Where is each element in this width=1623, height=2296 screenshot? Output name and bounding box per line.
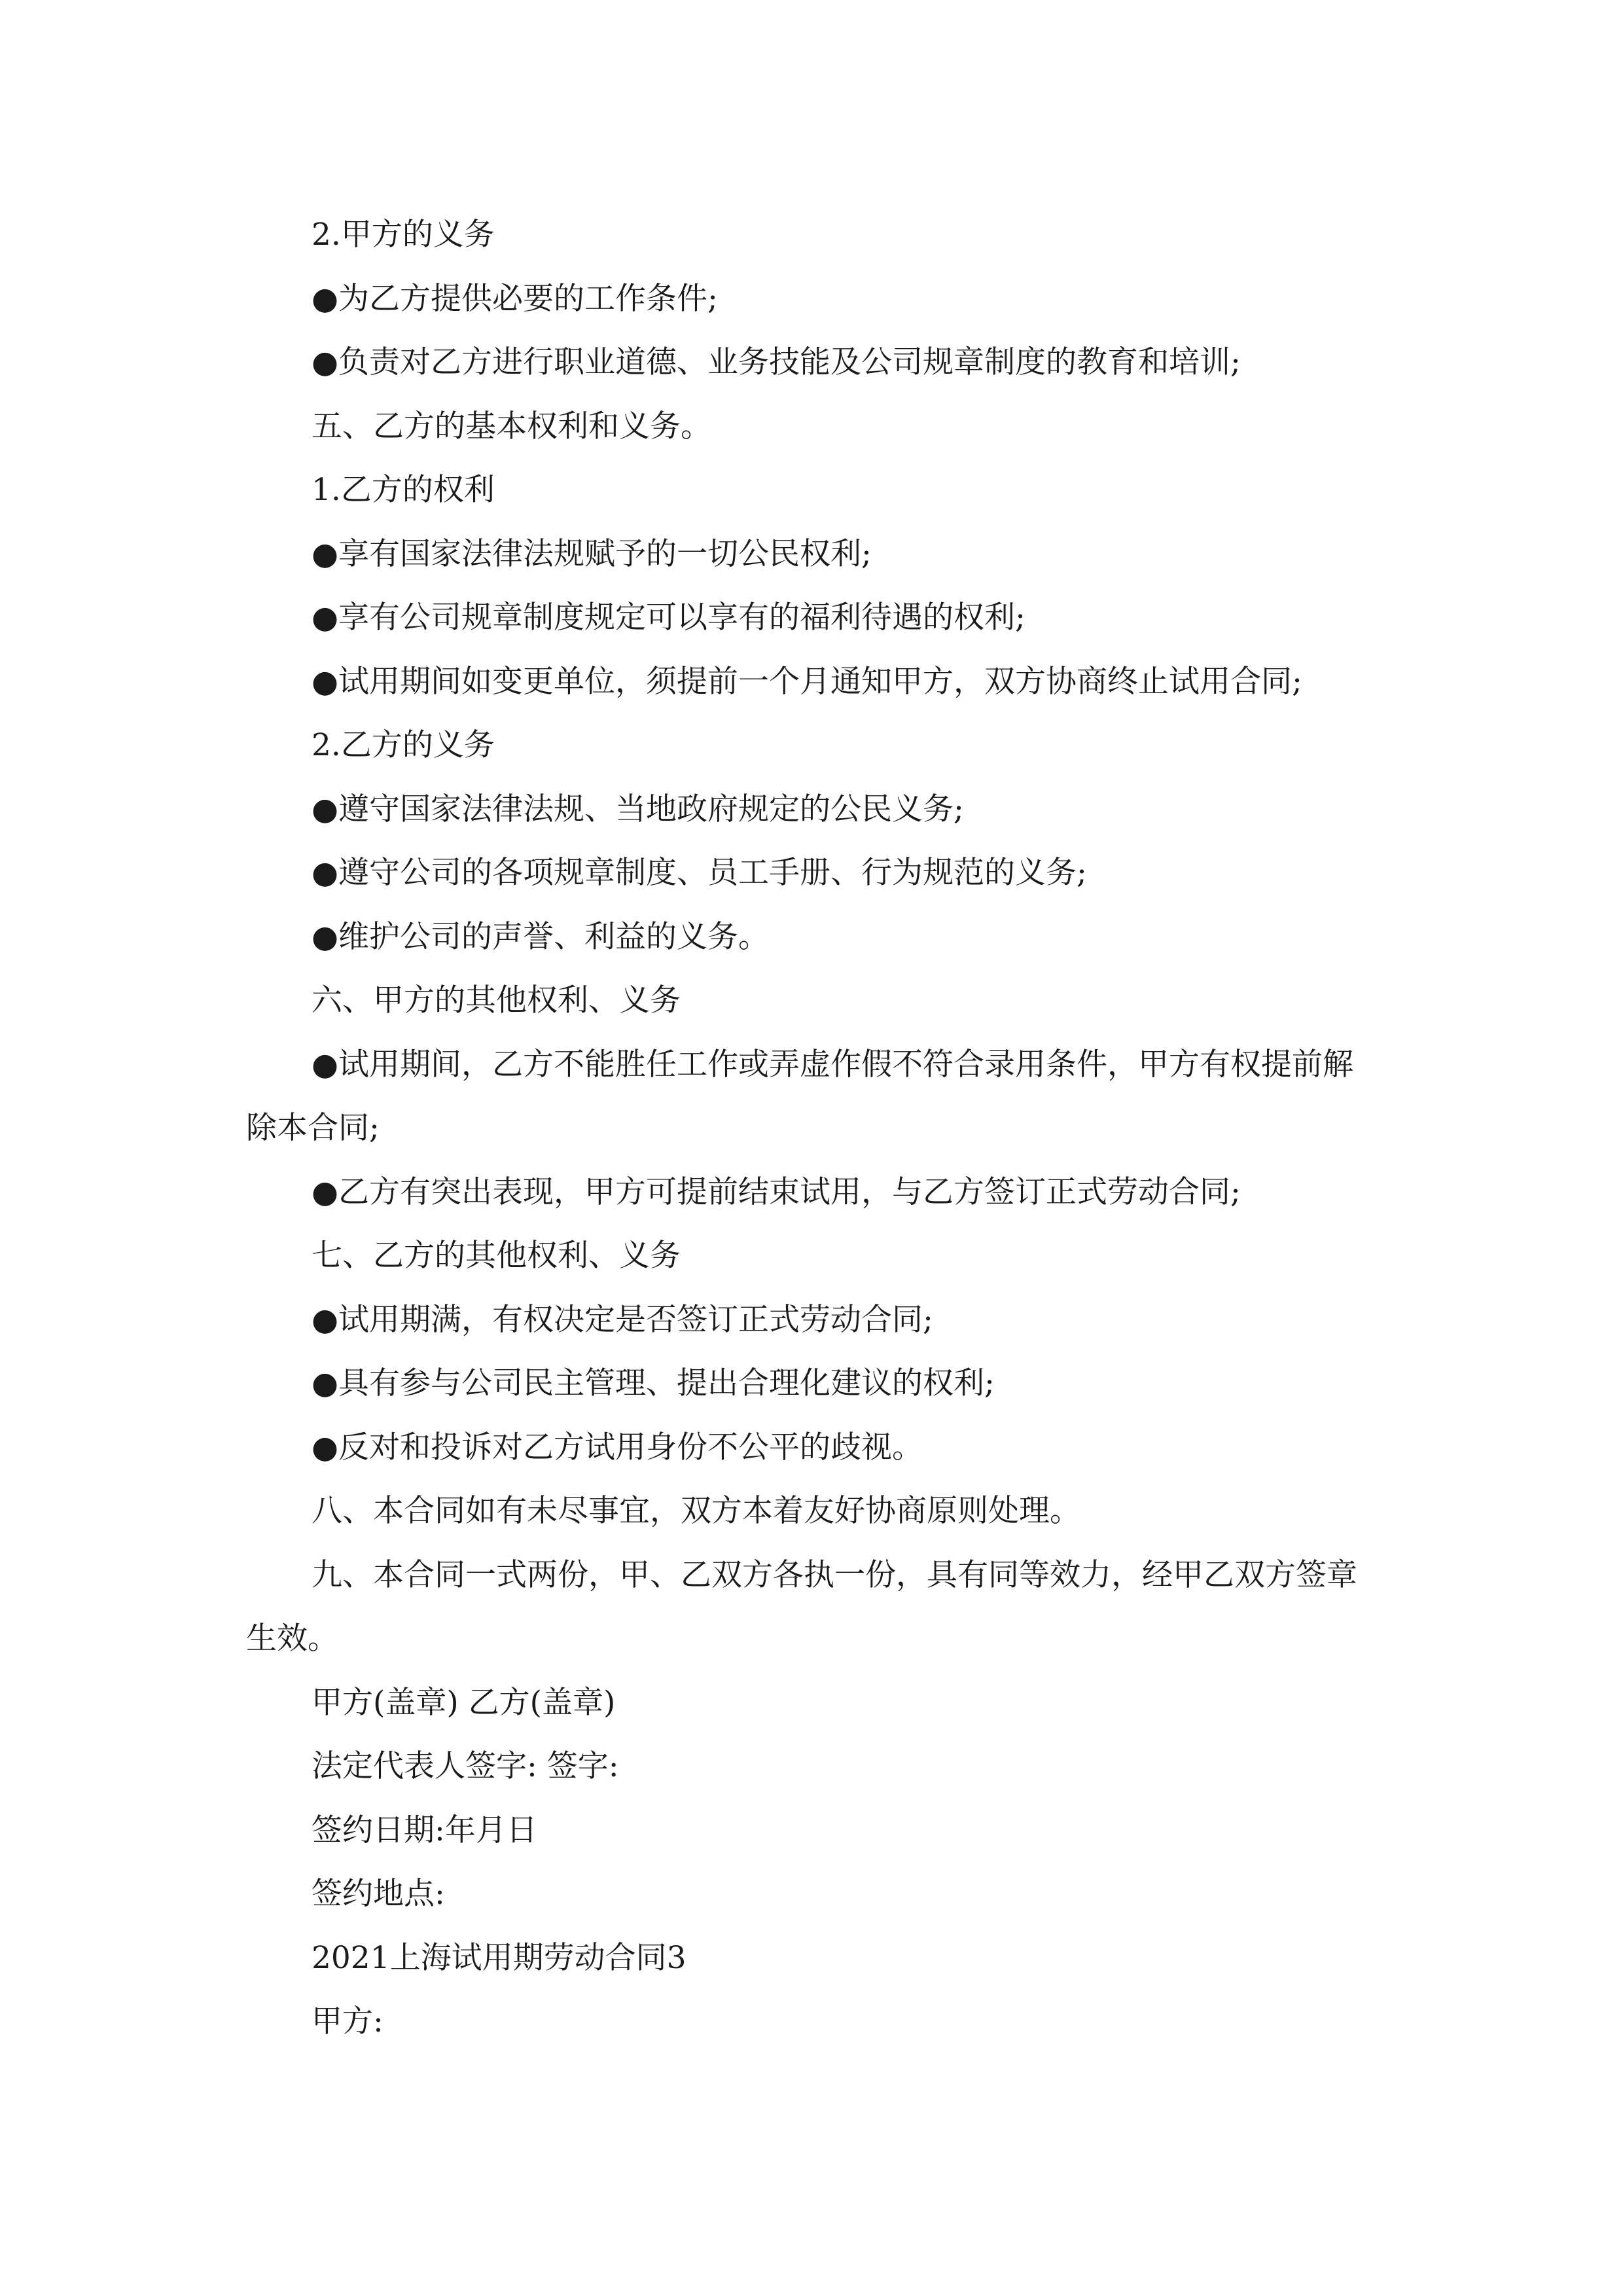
section-heading: 2.乙方的义务 bbox=[312, 727, 495, 763]
bullet-item: ●维护公司的声誉、利益的义务。 bbox=[312, 918, 770, 955]
bullet-item: ●试用期满，有权决定是否签订正式劳动合同; bbox=[312, 1301, 933, 1338]
bullet-item: ●享有国家法律法规赋予的一切公民权利; bbox=[312, 535, 872, 572]
bullet-item: ●具有参与公司民主管理、提出合理化建议的权利; bbox=[312, 1365, 995, 1401]
bullet-item: ●遵守国家法律法规、当地政府规定的公民义务; bbox=[312, 791, 964, 827]
signing-date: 签约日期:年月日 bbox=[312, 1812, 537, 1848]
bullet-item: ●负责对乙方进行职业道德、业务技能及公司规章制度的教育和培训; bbox=[312, 344, 1241, 380]
section-heading: 2.甲方的义务 bbox=[312, 217, 495, 253]
bullet-item: ●试用期间，乙方不能胜任工作或弄虚作假不符合录用条件，甲方有权提前解除本合同; bbox=[246, 1046, 1354, 1146]
signature-parties: 甲方(盖章) 乙方(盖章) bbox=[312, 1684, 616, 1721]
clause-text: 九、本合同一式两份，甲、乙双方各执一份，具有同等效力，经甲乙双方签章生效。 bbox=[246, 1556, 1357, 1657]
bullet-item: ●遵守公司的各项规章制度、员工手册、行为规范的义务; bbox=[312, 855, 1087, 891]
clause-text: 八、本合同如有未尽事宜，双方本着友好协商原则处理。 bbox=[312, 1493, 1080, 1529]
section-heading: 七、乙方的其他权利、义务 bbox=[312, 1238, 681, 1274]
bullet-item: ●试用期间如变更单位，须提前一个月通知甲方，双方协商终止试用合同; bbox=[312, 663, 1302, 700]
signature-line: 法定代表人签字: 签字: bbox=[312, 1748, 619, 1784]
section-heading: 1.乙方的权利 bbox=[312, 472, 495, 508]
signing-place: 签约地点: bbox=[312, 1876, 445, 1912]
bullet-item: ●乙方有突出表现，甲方可提前结束试用，与乙方签订正式劳动合同; bbox=[312, 1174, 1241, 1210]
section-heading: 六、甲方的其他权利、义务 bbox=[312, 982, 681, 1018]
bullet-item: ●为乙方提供必要的工作条件; bbox=[312, 280, 718, 317]
bullet-item: ●享有公司规章制度规定可以享有的福利待遇的权利; bbox=[312, 600, 1026, 636]
party-a-label: 甲方: bbox=[312, 2003, 383, 2039]
document-title: 2021上海试用期劳动合同3 bbox=[312, 1939, 687, 1976]
document-body bbox=[246, 203, 1378, 2054]
bullet-item: ●反对和投诉对乙方试用身份不公平的歧视。 bbox=[312, 1429, 923, 1465]
section-heading: 五、乙方的基本权利和义务。 bbox=[312, 408, 711, 444]
